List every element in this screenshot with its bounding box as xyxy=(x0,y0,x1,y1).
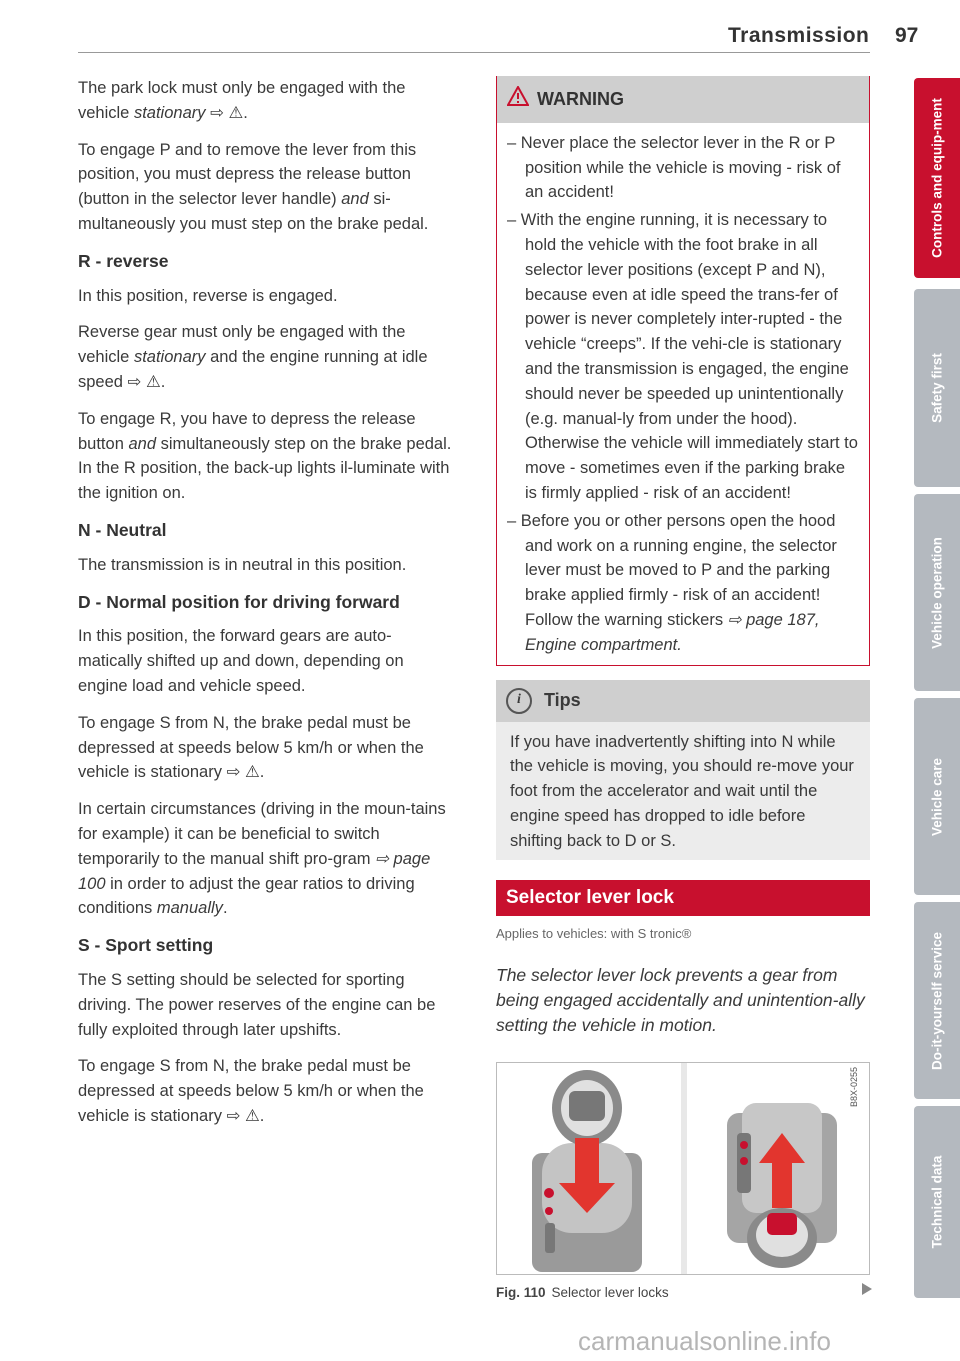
applies-to: Applies to vehicles: with S tronic® xyxy=(496,926,692,942)
warning-item: – Before you or other persons open the hood and work on a running engine, the selector lever must be moved to P and the parking brake applied firmly - risk of an accident! Follow the warning stickers ⇨ page 187, Engine compartment. xyxy=(507,511,837,654)
left-column xyxy=(78,76,452,1141)
paragraph: In certain circumstances (driving in the moun-tains for example) it can be beneficial to switch temporarily to the manual shift pro-gram ⇨ page 100 in order to adjust the gear ratios to driving conditions manually. xyxy=(78,800,446,918)
warning-box xyxy=(496,76,870,666)
page-reference-link[interactable]: ⇨ page 187, Engine compartment. xyxy=(525,610,820,654)
header-rule xyxy=(78,52,870,53)
paragraph: To engage P and to remove the lever from this position, you must depress the release button (button in the selector lever handle) and si-multaneously you must step on the brake pedal. xyxy=(78,140,429,233)
warning-item: – Never place the selector lever in the R or P position while the vehicle is moving - risk of an accident! xyxy=(507,133,841,202)
warning-title: WARNING xyxy=(537,89,624,109)
warning-reference-link[interactable]: ⇨ ⚠. xyxy=(205,103,248,122)
heading-neutral: N - Neutral xyxy=(78,519,167,540)
section-title: Selector lever lock xyxy=(496,880,870,917)
figure-selector-lever-locks xyxy=(496,1062,870,1275)
tips-title: Tips xyxy=(544,690,581,711)
figure-label: Fig. 110 xyxy=(496,1285,546,1301)
page-number: 97 xyxy=(895,24,919,47)
right-column xyxy=(496,76,870,1306)
tips-box xyxy=(496,680,870,860)
paragraph: In this position, reverse is engaged. xyxy=(78,286,338,305)
warning-header xyxy=(497,76,869,123)
heading-sport: S - Sport setting xyxy=(78,935,214,956)
selector-lever-illustration-icon xyxy=(497,1063,681,1272)
running-header-title: Transmission xyxy=(728,24,870,47)
figure-caption: Fig. 110 Selector lever locks xyxy=(496,1281,870,1306)
tab-do-it-yourself-service[interactable]: Do-it-yourself service xyxy=(914,902,960,1099)
paragraph: In this position, the forward gears are auto-matically shifted up and down, depending on engine load and vehicle speed. xyxy=(78,627,404,695)
warning-triangle-icon xyxy=(507,86,529,113)
paragraph: To engage R, you have to depress the release button and simultaneously step on the brake pedal. In the R position, the back-up lights il-luminate with the ignition on. xyxy=(78,409,452,503)
heading-reverse: R - reverse xyxy=(78,250,169,271)
figure-panel-right xyxy=(687,1063,869,1274)
paragraph: To engage S from N, the brake pedal must be depressed at speeds below 5 km/h or when the vehicle is stationary ⇨ ⚠. xyxy=(78,1057,424,1125)
paragraph: To engage S from N, the brake pedal must be depressed at speeds below 5 km/h or when the vehicle is stationary ⇨ ⚠. xyxy=(78,713,424,782)
info-icon: i xyxy=(506,688,532,714)
warning-item: – With the engine running, it is necessary to hold the vehicle with the foot brake in all selector lever positions (except P and N), because even at idle speed the trans-fer of power is never completely inter-rupted - the vehicle “creeps”. If the vehi-cle is stationary and the transmission is engaged, the engine should never be speeded up unintentionally (e.g. manual-ly from under the hood). Otherwise the vehicle will immediately start to move - sometimes even if the parking brake is firmly applied - risk of an accident! xyxy=(507,211,858,502)
tab-safety-first[interactable]: Safety first xyxy=(914,289,960,487)
tab-vehicle-care[interactable]: Vehicle care xyxy=(914,698,960,895)
tips-header xyxy=(496,680,870,722)
tab-vehicle-operation[interactable]: Vehicle operation xyxy=(914,494,960,691)
figure-panel-left xyxy=(497,1063,681,1274)
paragraph: Reverse gear must only be engaged with the vehicle stationary and the engine running at idle speed ⇨ ⚠. xyxy=(78,323,428,391)
paragraph: The transmission is in neutral in this position. xyxy=(78,555,407,574)
paragraph: The S setting should be selected for sporting driving. The power reserves of the engine can be fully exploited through later upshifts. xyxy=(78,970,436,1039)
continue-arrow-icon xyxy=(862,1283,872,1295)
tab-technical-data[interactable]: Technical data xyxy=(914,1106,960,1298)
watermark: carmanualsonline.info xyxy=(578,1326,831,1356)
figure-code: B8X-0255 xyxy=(849,1067,860,1108)
paragraph: The park lock must only be engaged with the vehicle stationary ⇨ ⚠. xyxy=(78,79,406,122)
selector-lever-illustration-icon xyxy=(687,1063,867,1272)
heading-drive: D - Normal position for driving forward xyxy=(78,591,400,612)
section-lead: The selector lever lock prevents a gear from being engaged accidentally and unintention-ally setting the vehicle in motion. xyxy=(496,965,865,1036)
page-reference-link[interactable]: ⇨ page 100 xyxy=(78,849,431,893)
tips-body: If you have inadvertently shifting into N while the vehicle is moving, you should re-move your foot from the accelerator and wait until the engine speed has dropped to idle before shifting back to D or S. xyxy=(496,722,870,860)
tab-controls-and-equipment[interactable]: Controls and equip-ment xyxy=(914,78,960,278)
